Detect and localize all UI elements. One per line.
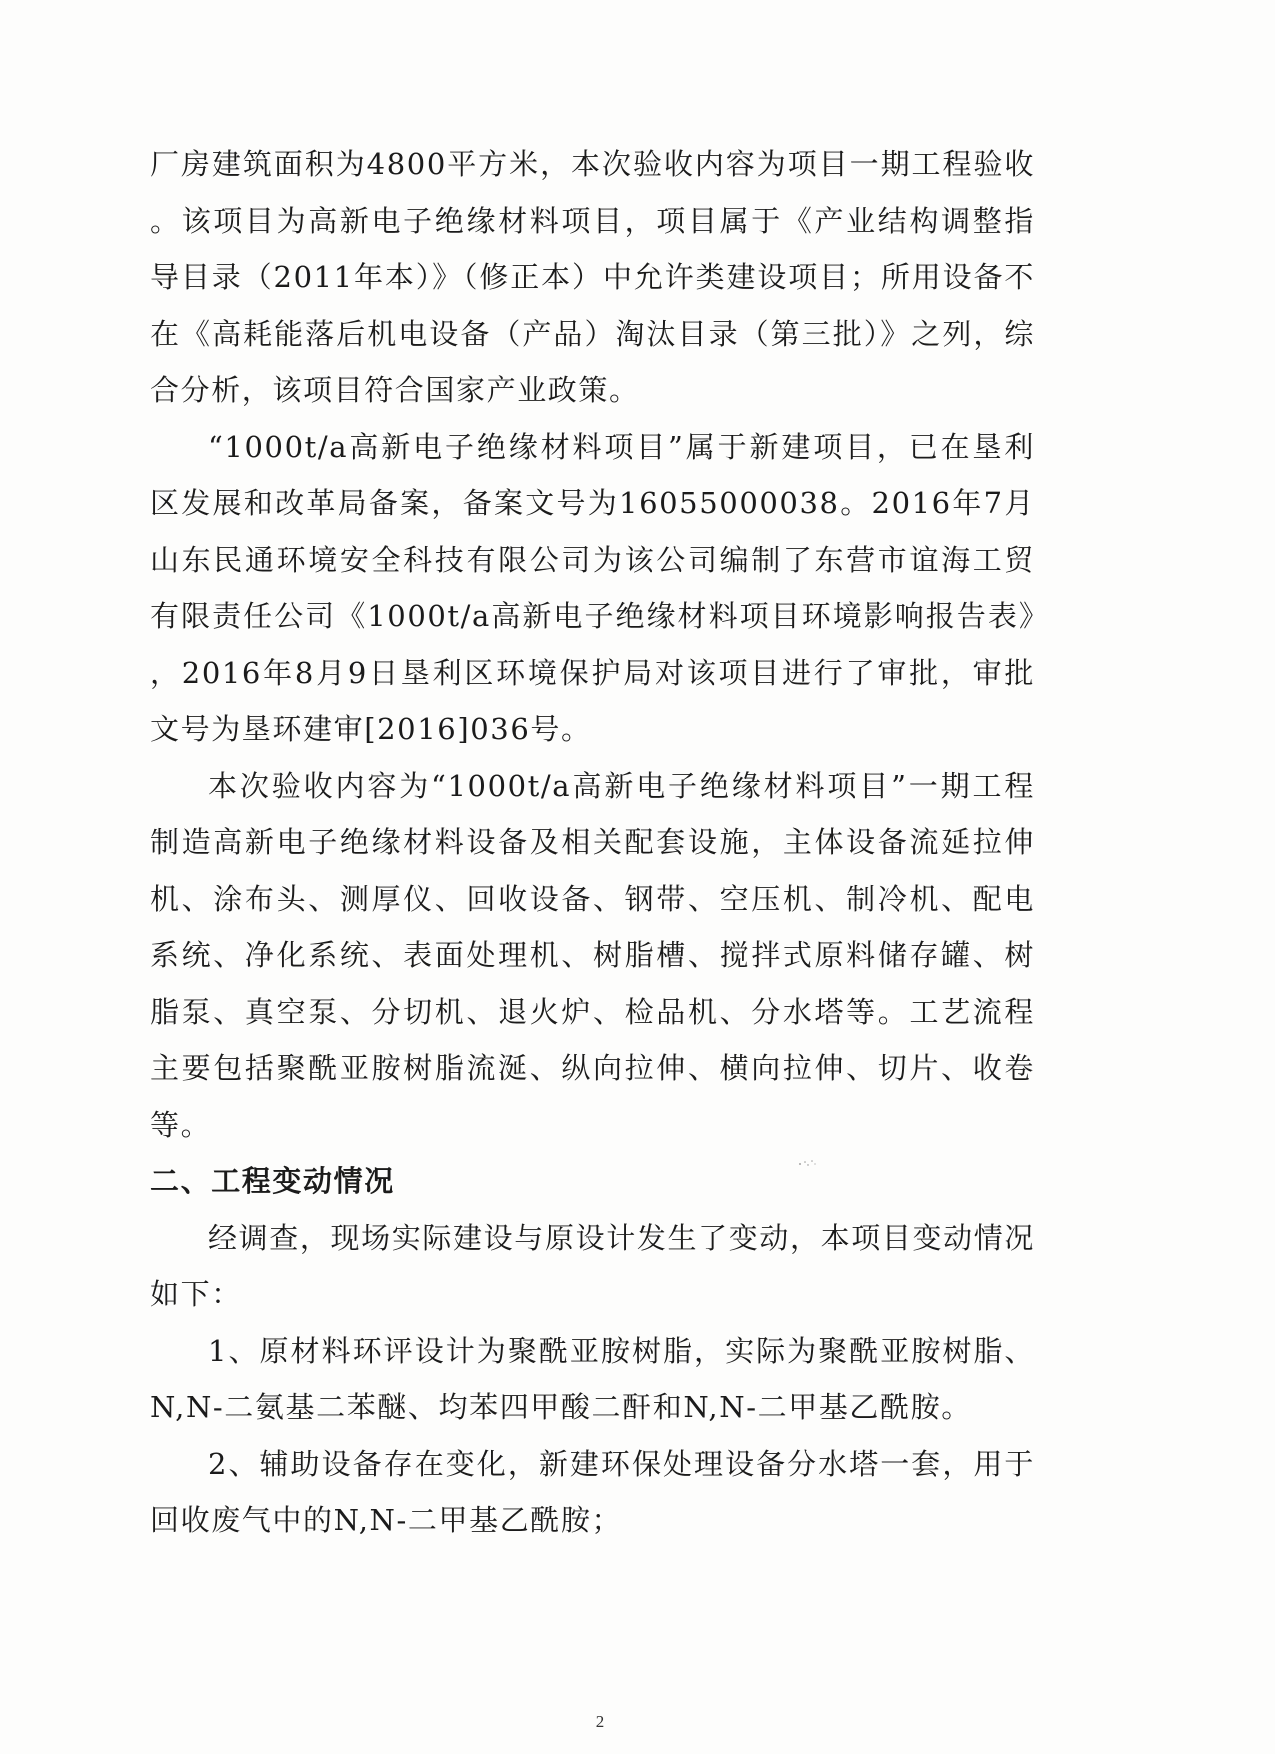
page-number: 2: [595, 1712, 605, 1731]
paragraph-project-overview: 厂房建筑面积为4800平方米，本次验收内容为项目一期工程验收。该项目为高新电子绝缘材料项目，项目属于《产业结构调整指导目录（2011年本）》（修正本）中允许类建设项目；所用设备不在《高耗能落后机电设备（产品）淘汰目录（第三批）》之列，综合分析，该项目符合国家产业政策。: [150, 147, 1035, 407]
paragraph-change-item-2: 2、辅助设备存在变化，新建环保处理设备分水塔一套，用于回收废气中的N,N-二甲基乙酰胺；: [150, 1446, 1035, 1537]
paragraph-acceptance-scope: 本次验收内容为“1000t/a高新电子绝缘材料项目”一期工程制造高新电子绝缘材料设备及相关配套设施，主体设备流延拉伸机、涂布头、测厚仪、回收设备、钢带、空压机、制冷机、配电系统、净化系统、表面处理机、树脂槽、搅拌式原料储存罐、树脂泵、真空泵、分切机、退火炉、检品机、分水塔等。工艺流程主要包括聚酰亚胺树脂流涎、纵向拉伸、横向拉伸、切片、收卷等。: [150, 768, 1035, 1142]
paragraph-change-item-1: 1、原材料环评设计为聚酰亚胺树脂，实际为聚酰亚胺树脂、N,N-二氨基二苯醚、均苯四甲酸二酐和N,N-二甲基乙酰胺。: [150, 1333, 1035, 1424]
paragraph-approval-history: “1000t/a高新电子绝缘材料项目”属于新建项目，已在垦利区发展和改革局备案，备案文号为16055000038。2016年7月山东民通环境安全科技有限公司为该公司编制了东营市谊海工贸有限责任公司《1000t/a高新电子绝缘材料项目环境影响报告表》，2016年8月9日垦利区环境保护局对该项目进行了审批，审批文号为垦环建审[2016]036号。: [150, 429, 1035, 746]
scan-speck-mark: [796, 1158, 818, 1168]
section-heading: 二、工程变动情况: [150, 1164, 395, 1198]
document-body: [150, 136, 1035, 1549]
paragraph-change-intro: 经调查，现场实际建设与原设计发生了变动，本项目变动情况如下：: [150, 1220, 1035, 1311]
